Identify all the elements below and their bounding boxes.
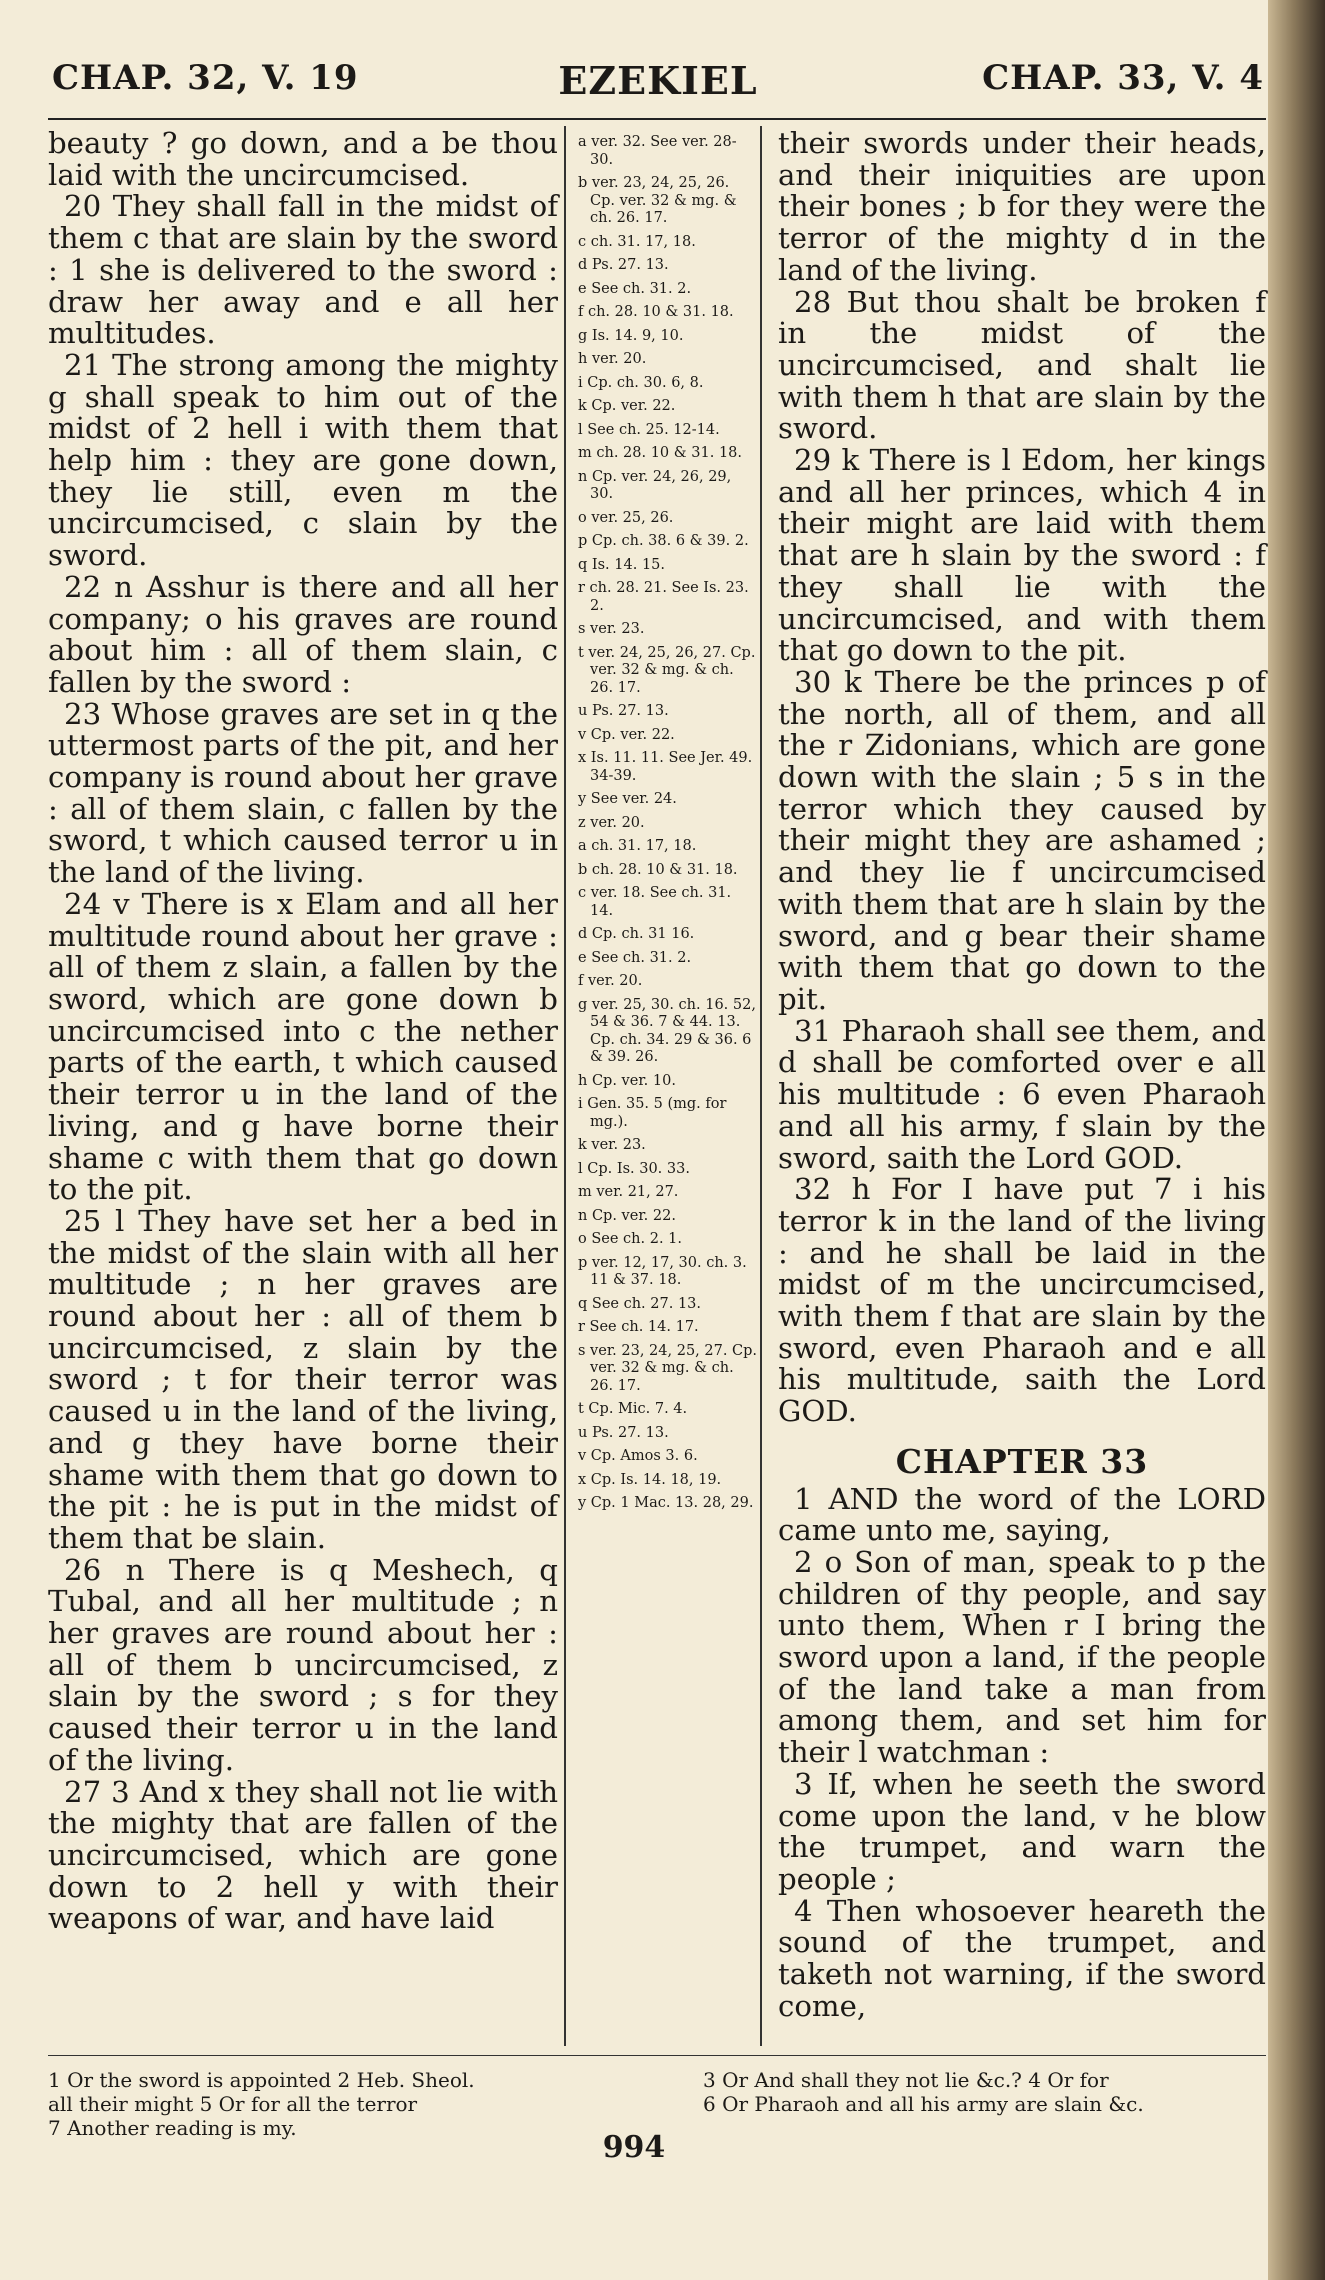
margin-reference: d Cp. ch. 31 16. — [578, 926, 695, 942]
margin-reference: k ver. 23. — [578, 1137, 646, 1153]
margin-reference: s ver. 23, 24, 25, 27. Cp. ver. 32 & mg. & ch. 26. 17. — [578, 1342, 758, 1394]
verse-22: 22 n Asshur is there and all her company; o his graves are round about him : all of them slain, c fallen by the sword : — [48, 569, 558, 699]
margin-reference: l Cp. Is. 30. 33. — [578, 1160, 690, 1177]
verse-31: 31 Pharaoh shall see them, and d shall be comforted over e all his multitude : 6 even Pharaoh and all his army, f slain by the sword, saith the Lord GOD. — [778, 1013, 1266, 1175]
margin-reference: p Cp. ch. 38. 6 & 39. 2. — [578, 533, 749, 549]
margin-reference: o ver. 25, 26. — [578, 509, 674, 526]
margin-reference: a ver. 32. See ver. 28-30. — [578, 134, 737, 168]
margin-reference: h ver. 20. — [578, 351, 647, 367]
margin-reference: m ver. 21, 27. — [578, 1184, 679, 1200]
column-divider-left — [564, 126, 566, 2046]
margin-reference: i Gen. 35. 5 (mg. for mg.). — [578, 1096, 727, 1130]
margin-reference: v Cp. ver. 22. — [578, 726, 675, 743]
margin-reference: t ver. 24, 25, 26, 27. Cp. ver. 32 & mg. & ch. 26. 17. — [578, 644, 756, 696]
margin-reference: r See ch. 14. 17. — [578, 1319, 699, 1335]
verse-23: 23 Whose graves are set in q the uttermost parts of the pit, and her company is round about her grave : all of them slain, c fallen by the sword, t which caused terror u in the land of the living. — [48, 696, 558, 890]
header-rule — [48, 118, 1266, 120]
page-number: 994 — [602, 2130, 666, 2165]
footnote-rule — [48, 2055, 1266, 2056]
verse-29: 29 k There is l Edom, her kings and all her princes, which 4 in their might are laid with them that are h slain by the sword : f they shall lie with the uncircumcised, and with them that go down to the pit. — [778, 443, 1266, 668]
footnotes-right — [703, 2068, 1263, 2116]
verse-continuation: beauty ? go down, and a be thou laid with the uncircumcised. — [48, 126, 558, 192]
footnote-line: 3 Or And shall they not lie &c.? 4 Or for — [703, 2068, 1109, 2092]
verse-33-2: 2 o Son of man, speak to p the children of thy people, and say unto them, When r I bring the sword upon a land, if the people of the land take a man from among them, and set him for their l watchman : — [778, 1544, 1266, 1770]
footnote-line: 6 Or Pharaoh and all his army are slain &c. — [703, 2092, 1144, 2116]
verse-33-3: 3 If, when he seeth the sword come upon the land, v he blow the trumpet, and warn the people ; — [778, 1766, 1266, 1896]
margin-reference: x Is. 11. 11. See Jer. 49. 34-39. — [578, 750, 753, 784]
margin-reference: k Cp. ver. 22. — [578, 398, 676, 414]
margin-reference: f ver. 20. — [578, 973, 643, 989]
margin-reference: q Is. 14. 15. — [578, 556, 666, 573]
verse-20: 20 They shall fall in the midst of them c that are slain by the sword : 1 she is delivered to the sword : draw her away and e all her multitudes. — [48, 189, 558, 351]
margin-reference: m ch. 28. 10 & 31. 18. — [578, 445, 743, 461]
margin-reference: z ver. 20. — [578, 814, 645, 831]
margin-reference: y See ver. 24. — [578, 791, 677, 807]
margin-reference: b ch. 28. 10 & 31. 18. — [578, 861, 738, 878]
margin-reference: n Cp. ver. 22. — [578, 1207, 676, 1224]
margin-reference: l See ch. 25. 12-14. — [578, 421, 720, 438]
center-reference-column — [578, 134, 758, 1519]
margin-reference: t Cp. Mic. 7. 4. — [578, 1401, 688, 1417]
margin-reference: u Ps. 27. 13. — [578, 1424, 669, 1441]
verse-27: 27 3 And x they shall not lie with the mighty that are fallen of the uncircumcised, which are gone down to 2 hell y with their weapons of war, and have laid — [48, 1774, 558, 1936]
margin-reference: e See ch. 31. 2. — [578, 280, 692, 297]
margin-reference: c ver. 18. See ch. 31. 14. — [578, 885, 732, 919]
margin-reference: q See ch. 27. 13. — [578, 1295, 702, 1312]
verse-24: 24 v There is x Elam and all her multitude round about her grave : all of them z slain, a fallen by the sword, which are gone down b uncircumcised into c the nether parts of the earth, t which caused their terror u in the land of the living, and g have borne their shame c with them that go down to the pit. — [48, 886, 558, 1207]
verse-33-4: 4 Then whosoever heareth the sound of the trumpet, and taketh not warning, if the sword come, — [778, 1893, 1266, 2023]
margin-reference: v Cp. Amos 3. 6. — [578, 1448, 698, 1464]
footnote-line: 1 Or the sword is appointed 2 Heb. Sheol. — [48, 2068, 475, 2092]
margin-reference: f ch. 28. 10 & 31. 18. — [578, 304, 734, 320]
right-text-column — [778, 128, 1266, 2022]
margin-reference: g ver. 25, 30. ch. 16. 52, 54 & 36. 7 & 44. 13. Cp. ch. 34. 29 & 36. 6 & 39. 26. — [578, 996, 756, 1065]
header-book-title: EZEKIEL — [558, 58, 758, 103]
margin-reference: s ver. 23. — [578, 621, 645, 637]
verse-27-continuation: their swords under their heads, and their iniquities are upon their bones ; b for they were the terror of the mighty d in the land of the living. — [778, 126, 1266, 287]
verse-28: 28 But thou shalt be broken f in the midst of the uncircumcised, and shalt lie with them h that are slain by the sword. — [778, 284, 1266, 446]
footnote-line: 7 Another reading is my. — [48, 2116, 297, 2140]
header-right: CHAP. 33, V. 4 — [982, 58, 1264, 98]
footnote-line: all their might 5 Or for all the terror — [48, 2092, 418, 2116]
margin-reference: a ch. 31. 17, 18. — [578, 838, 697, 854]
verse-30: 30 k There be the princes p of the north, all of them, and all the r Zidonians, which are gone down with the slain ; 5 s in the terror which they caused by their might they are ashamed ; and they lie f uncircumcised with them that are h slain by the sword, and g bear their shame with them that go down to the pit. — [778, 664, 1266, 1016]
margin-reference: o See ch. 2. 1. — [578, 1231, 682, 1247]
margin-reference: x Cp. Is. 14. 18, 19. — [578, 1471, 722, 1488]
column-divider-right — [760, 126, 762, 2046]
margin-reference: g Is. 14. 9, 10. — [578, 327, 684, 344]
running-header — [52, 58, 1264, 114]
verse-33-1: 1 AND the word of the LORD came unto me, saying, — [778, 1481, 1266, 1548]
margin-reference: p ver. 12, 17, 30. ch. 3. 11 & 37. 18. — [578, 1254, 747, 1288]
verse-32: 32 h For I have put 7 i his terror k in the land of the living : and he shall be laid in the midst of m the uncircumcised, with them f that are slain by the sword, even Pharaoh and e all his multitude, saith the Lord GOD. — [778, 1172, 1266, 1429]
margin-reference: b ver. 23, 24, 25, 26. Cp. ver. 32 & mg. & ch. 26. 17. — [578, 175, 737, 226]
margin-reference: r ch. 28. 21. See Is. 23. 2. — [578, 580, 749, 614]
left-text-column — [48, 128, 558, 1935]
page-edge-shadow — [1268, 0, 1325, 2280]
chapter-heading: CHAPTER 33 — [895, 1441, 1149, 1481]
margin-reference: u Ps. 27. 13. — [578, 703, 669, 719]
margin-reference: d Ps. 27. 13. — [578, 257, 669, 273]
header-left: CHAP. 32, V. 19 — [52, 58, 359, 98]
verse-21: 21 The strong among the mighty g shall speak to him out of the midst of 2 hell i with them that help him : they are gone down, they lie still, even m the uncircumcised, c slain by the sword. — [48, 347, 558, 573]
margin-reference: y Cp. 1 Mac. 13. 28, 29. — [578, 1495, 754, 1511]
margin-reference: c ch. 31. 17, 18. — [578, 233, 696, 250]
verse-25: 25 l They have set her a bed in the midst of the slain with all her multitude ; n her graves are round about her : all of them b uncircumcised, z slain by the sword ; t for their terror was caused u in the land of the living, and g they have borne their shame with them that go down to the pit : he is put in the midst of them that be slain. — [48, 1203, 558, 1555]
margin-reference: n Cp. ver. 24, 26, 29, 30. — [578, 468, 732, 502]
margin-reference: h Cp. ver. 10. — [578, 1072, 676, 1089]
verse-26: 26 n There is q Meshech, q Tubal, and all her multitude ; n her graves are round about her : all of them b uncircumcised, z slain by the sword ; s for they caused their terror u in the land of the living. — [48, 1552, 558, 1777]
margin-reference: e See ch. 31. 2. — [578, 949, 692, 966]
margin-reference: i Cp. ch. 30. 6, 8. — [578, 374, 704, 391]
